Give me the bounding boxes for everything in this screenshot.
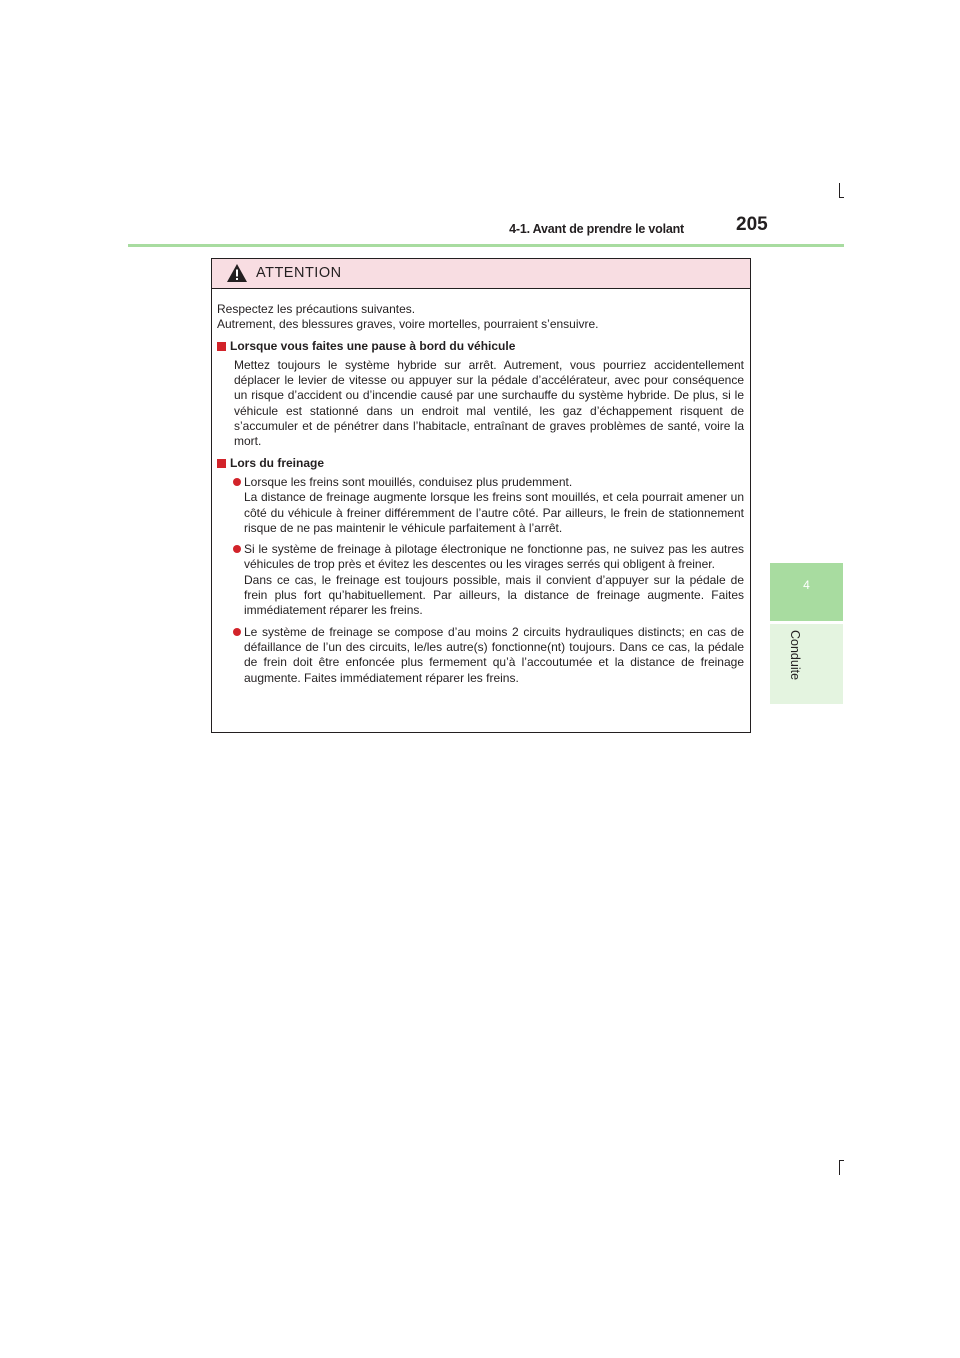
bullet-detail: Dans ce cas, le freinage est toujours possible, mais il convient d’appuyer sur la pédale de frein plus fort qu’habituellement. Par ailleurs, la distance de freinage augmente. Faites immédiatement réparer les freins. [244,572,744,618]
intro-line: Respectez les précautions suivantes. [217,302,416,316]
section-title [217,456,744,471]
bullet-lead: Lorsque les freins sont mouillés, conduisez plus prudemment. [244,474,573,489]
chapter-label: Conduite [788,630,802,681]
chapter-tab [770,563,843,621]
crop-mark [839,197,844,198]
header-rule [128,244,844,247]
crop-mark [839,183,840,198]
warning-intro [217,302,744,333]
section-title [217,339,744,354]
page-number: 205 [736,214,768,235]
warning-header [212,259,750,289]
round-bullet-icon [233,545,241,553]
bullet-item [217,542,744,618]
section-text: Mettez toujours le système hybride sur arrêt. Autrement, vous pourriez accidentellement déplacer le levier de vitesse ou appuyer sur la pédale d’accélérateur, avec pour conséquence un risque d’accident ou d’incendie causé par une surchauffe du système hybride. De plus, si le véhicule est stationné dans un endroit mal ventilé, les gaz d’échappement risquent de s’accumuler et de pénétrer dans l’habitacle, entraînant de graves problèmes de santé, voire la mort. [234,357,744,449]
crop-mark [839,1160,844,1161]
warning-body [212,289,750,686]
section-title-text: Lors du freinage [230,455,325,470]
square-bullet-icon [217,459,226,468]
chapter-number: 4 [803,578,810,592]
bullet-item [217,625,744,686]
intro-line: Autrement, des blessures graves, voire mortelles, pourraient s’ensuivre. [217,317,599,332]
round-bullet-icon [233,478,241,486]
bullet-item [217,475,744,536]
bullet-lead: Si le système de freinage à pilotage électronique ne fonctionne pas, ne suivez pas les autres véhicules de trop près et évitez les descentes ou les virages serrés qui obligent à freiner. [244,542,744,572]
warning-title: ATTENTION [256,265,342,281]
bullet-lead: Le système de freinage se compose d’au moins 2 circuits hydrauliques distincts; en cas de défaillance de l’un des circuits, le/les autre(s) fonctionne(nt) toujours. Dans ce cas, la pédale de frein doit être enfoncée plus fermement qu’à l’accoutumée et la distance de freinage augmente. Faites immédiatement réparer les freins. [244,624,744,685]
chapter-side-strip [770,624,843,704]
square-bullet-icon [217,342,226,351]
warning-triangle-icon [226,263,248,283]
section-header: 4-1. Avant de prendre le volant [509,222,684,236]
round-bullet-icon [233,628,241,636]
section-title-text: Lorsque vous faites une pause à bord du véhicule [230,338,516,353]
crop-mark [839,1160,840,1175]
bullet-detail: La distance de freinage augmente lorsque les freins sont mouillés, et cela pourrait amener un côté du véhicule à freiner différemment de l’autre côté. Par ailleurs, le frein de stationnement risque de ne pas maintenir le véhicule parfaitement à l’arrêt. [244,490,744,535]
warning-box [211,258,751,733]
